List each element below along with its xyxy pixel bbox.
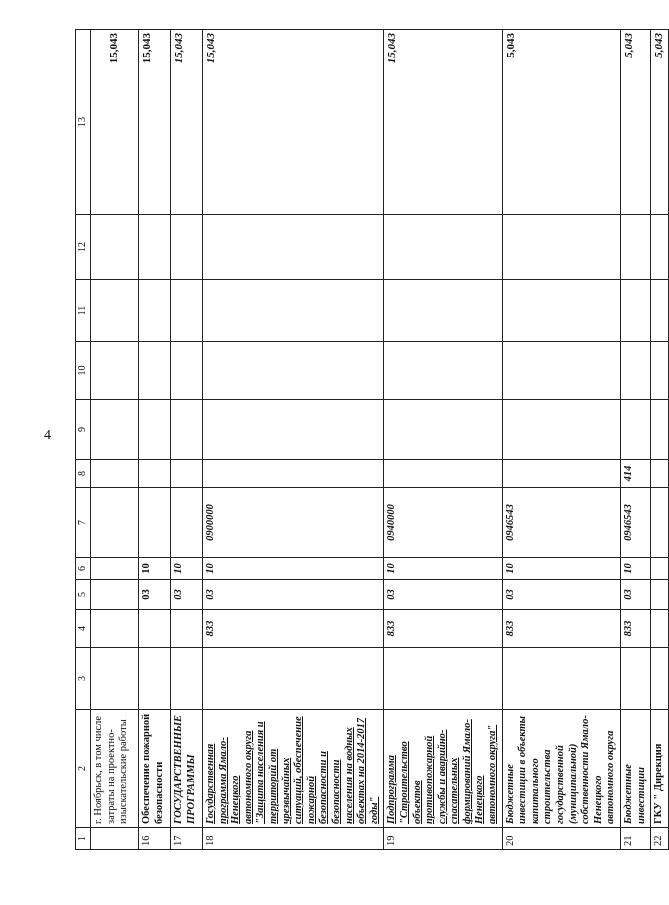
cell (91, 342, 139, 400)
cell (91, 460, 139, 488)
row-number (91, 828, 139, 850)
cell (91, 215, 139, 280)
cell (651, 610, 669, 648)
cell (203, 460, 384, 488)
cell (171, 488, 203, 558)
cell: 10 (502, 558, 620, 580)
budget-table (75, 29, 669, 850)
cell (502, 342, 620, 400)
cell: 03 (502, 580, 620, 610)
row-name: Бюджетные инвестиции (621, 710, 651, 828)
row-number: 17 (171, 828, 203, 850)
cell (139, 215, 171, 280)
cell (171, 460, 203, 488)
cell: 03 (139, 580, 171, 610)
header-cell: 6 (76, 558, 91, 580)
cell (651, 488, 669, 558)
cell (139, 610, 171, 648)
rotated-table-container (75, 30, 666, 850)
row-name: ГКУ " Дирекция (651, 710, 669, 828)
cell: 0946543 (621, 488, 651, 558)
cell: 03 (203, 580, 384, 610)
cell (621, 648, 651, 710)
cell (91, 400, 139, 460)
cell (91, 280, 139, 342)
table-row (203, 30, 384, 850)
cell (203, 215, 384, 280)
cell (651, 280, 669, 342)
cell: 03 (384, 580, 502, 610)
header-row (76, 30, 91, 850)
cell: 10 (384, 558, 502, 580)
cell (171, 610, 203, 648)
cell (384, 342, 502, 400)
cell: 833 (203, 610, 384, 648)
cell (171, 280, 203, 342)
cell: 833 (502, 610, 620, 648)
cell (139, 488, 171, 558)
cell: 03 (171, 580, 203, 610)
header-cell: 7 (76, 488, 91, 558)
cell (203, 648, 384, 710)
cell (502, 280, 620, 342)
cell (91, 580, 139, 610)
amount-cell: 5,043 (621, 30, 651, 215)
cell (651, 580, 669, 610)
table-row (91, 30, 139, 850)
cell (91, 610, 139, 648)
cell (203, 280, 384, 342)
cell: 414 (621, 460, 651, 488)
page-number: 4 (44, 428, 51, 443)
cell (502, 215, 620, 280)
header-cell: 4 (76, 610, 91, 648)
cell: 10 (203, 558, 384, 580)
header-cell: 5 (76, 580, 91, 610)
cell (139, 648, 171, 710)
cell: 833 (621, 610, 651, 648)
row-number: 20 (502, 828, 620, 850)
cell (651, 558, 669, 580)
cell (91, 488, 139, 558)
header-cell: 10 (76, 342, 91, 400)
amount-cell: 15,043 (91, 30, 139, 215)
table-row (171, 30, 203, 850)
amount-cell: 15,043 (203, 30, 384, 215)
header-cell: 13 (76, 30, 91, 215)
cell: 0940000 (384, 488, 502, 558)
cell: 10 (139, 558, 171, 580)
cell: 0900000 (203, 488, 384, 558)
amount-cell: 15,043 (139, 30, 171, 215)
cell (203, 400, 384, 460)
table-row (384, 30, 502, 850)
header-cell: 3 (76, 648, 91, 710)
cell (171, 400, 203, 460)
cell (171, 215, 203, 280)
cell: 0946543 (502, 488, 620, 558)
header-cell: 2 (76, 710, 91, 828)
table-row (502, 30, 620, 850)
row-number: 16 (139, 828, 171, 850)
cell (384, 400, 502, 460)
cell (651, 648, 669, 710)
cell (139, 460, 171, 488)
cell (651, 400, 669, 460)
cell (502, 400, 620, 460)
cell (139, 280, 171, 342)
cell (384, 460, 502, 488)
table-row (621, 30, 651, 850)
row-number: 19 (384, 828, 502, 850)
cell (139, 400, 171, 460)
cell (651, 342, 669, 400)
amount-cell: 5,043 (502, 30, 620, 215)
row-name: г. Ноябрьск, в том числе затраты на проектно-изыскательские работы (91, 710, 139, 828)
cell (91, 558, 139, 580)
cell (502, 648, 620, 710)
header-cell: 8 (76, 460, 91, 488)
row-name: Государственная программа Ямало-Ненецкого автономного округа "Защита населения и территорий от чрезвычайных ситуаций, обеспечение пожарной безопасности и безопасности населения на водных объектах на 2014-2017 годы" (203, 710, 384, 828)
cell (621, 215, 651, 280)
cell (171, 648, 203, 710)
cell (651, 215, 669, 280)
cell: 03 (621, 580, 651, 610)
cell: 833 (384, 610, 502, 648)
row-number: 18 (203, 828, 384, 850)
cell: 10 (171, 558, 203, 580)
row-number: 22 (651, 828, 669, 850)
header-cell: 1 (76, 828, 91, 850)
cell (651, 460, 669, 488)
header-cell: 9 (76, 400, 91, 460)
row-name: ГОСУДАРСТВЕННЫЕ ПРОГРАММЫ (171, 710, 203, 828)
cell (171, 342, 203, 400)
cell (384, 648, 502, 710)
amount-cell: 5,043 (651, 30, 669, 215)
row-name: Обеспечение пожарной безопасности (139, 710, 171, 828)
cell (621, 342, 651, 400)
header-cell: 11 (76, 280, 91, 342)
cell (621, 400, 651, 460)
amount-cell: 15,043 (171, 30, 203, 215)
row-number: 21 (621, 828, 651, 850)
cell (91, 648, 139, 710)
cell (203, 342, 384, 400)
amount-cell: 15,043 (384, 30, 502, 215)
header-cell: 12 (76, 215, 91, 280)
table-row (139, 30, 171, 850)
cell (384, 280, 502, 342)
table-row (651, 30, 669, 850)
cell (384, 215, 502, 280)
cell (139, 342, 171, 400)
cell: 10 (621, 558, 651, 580)
cell (502, 460, 620, 488)
row-name: Подпрограмма "Строительство объектов противопожарной службы и аварийно-спасательных формирований Ямало-Ненецкого автономного округа" (384, 710, 502, 828)
row-name: Бюджетные инвестиции в объекты капитального строительства государственной (муниципальной) собственности Ямало-Ненецкого автономного округа (502, 710, 620, 828)
cell (621, 280, 651, 342)
